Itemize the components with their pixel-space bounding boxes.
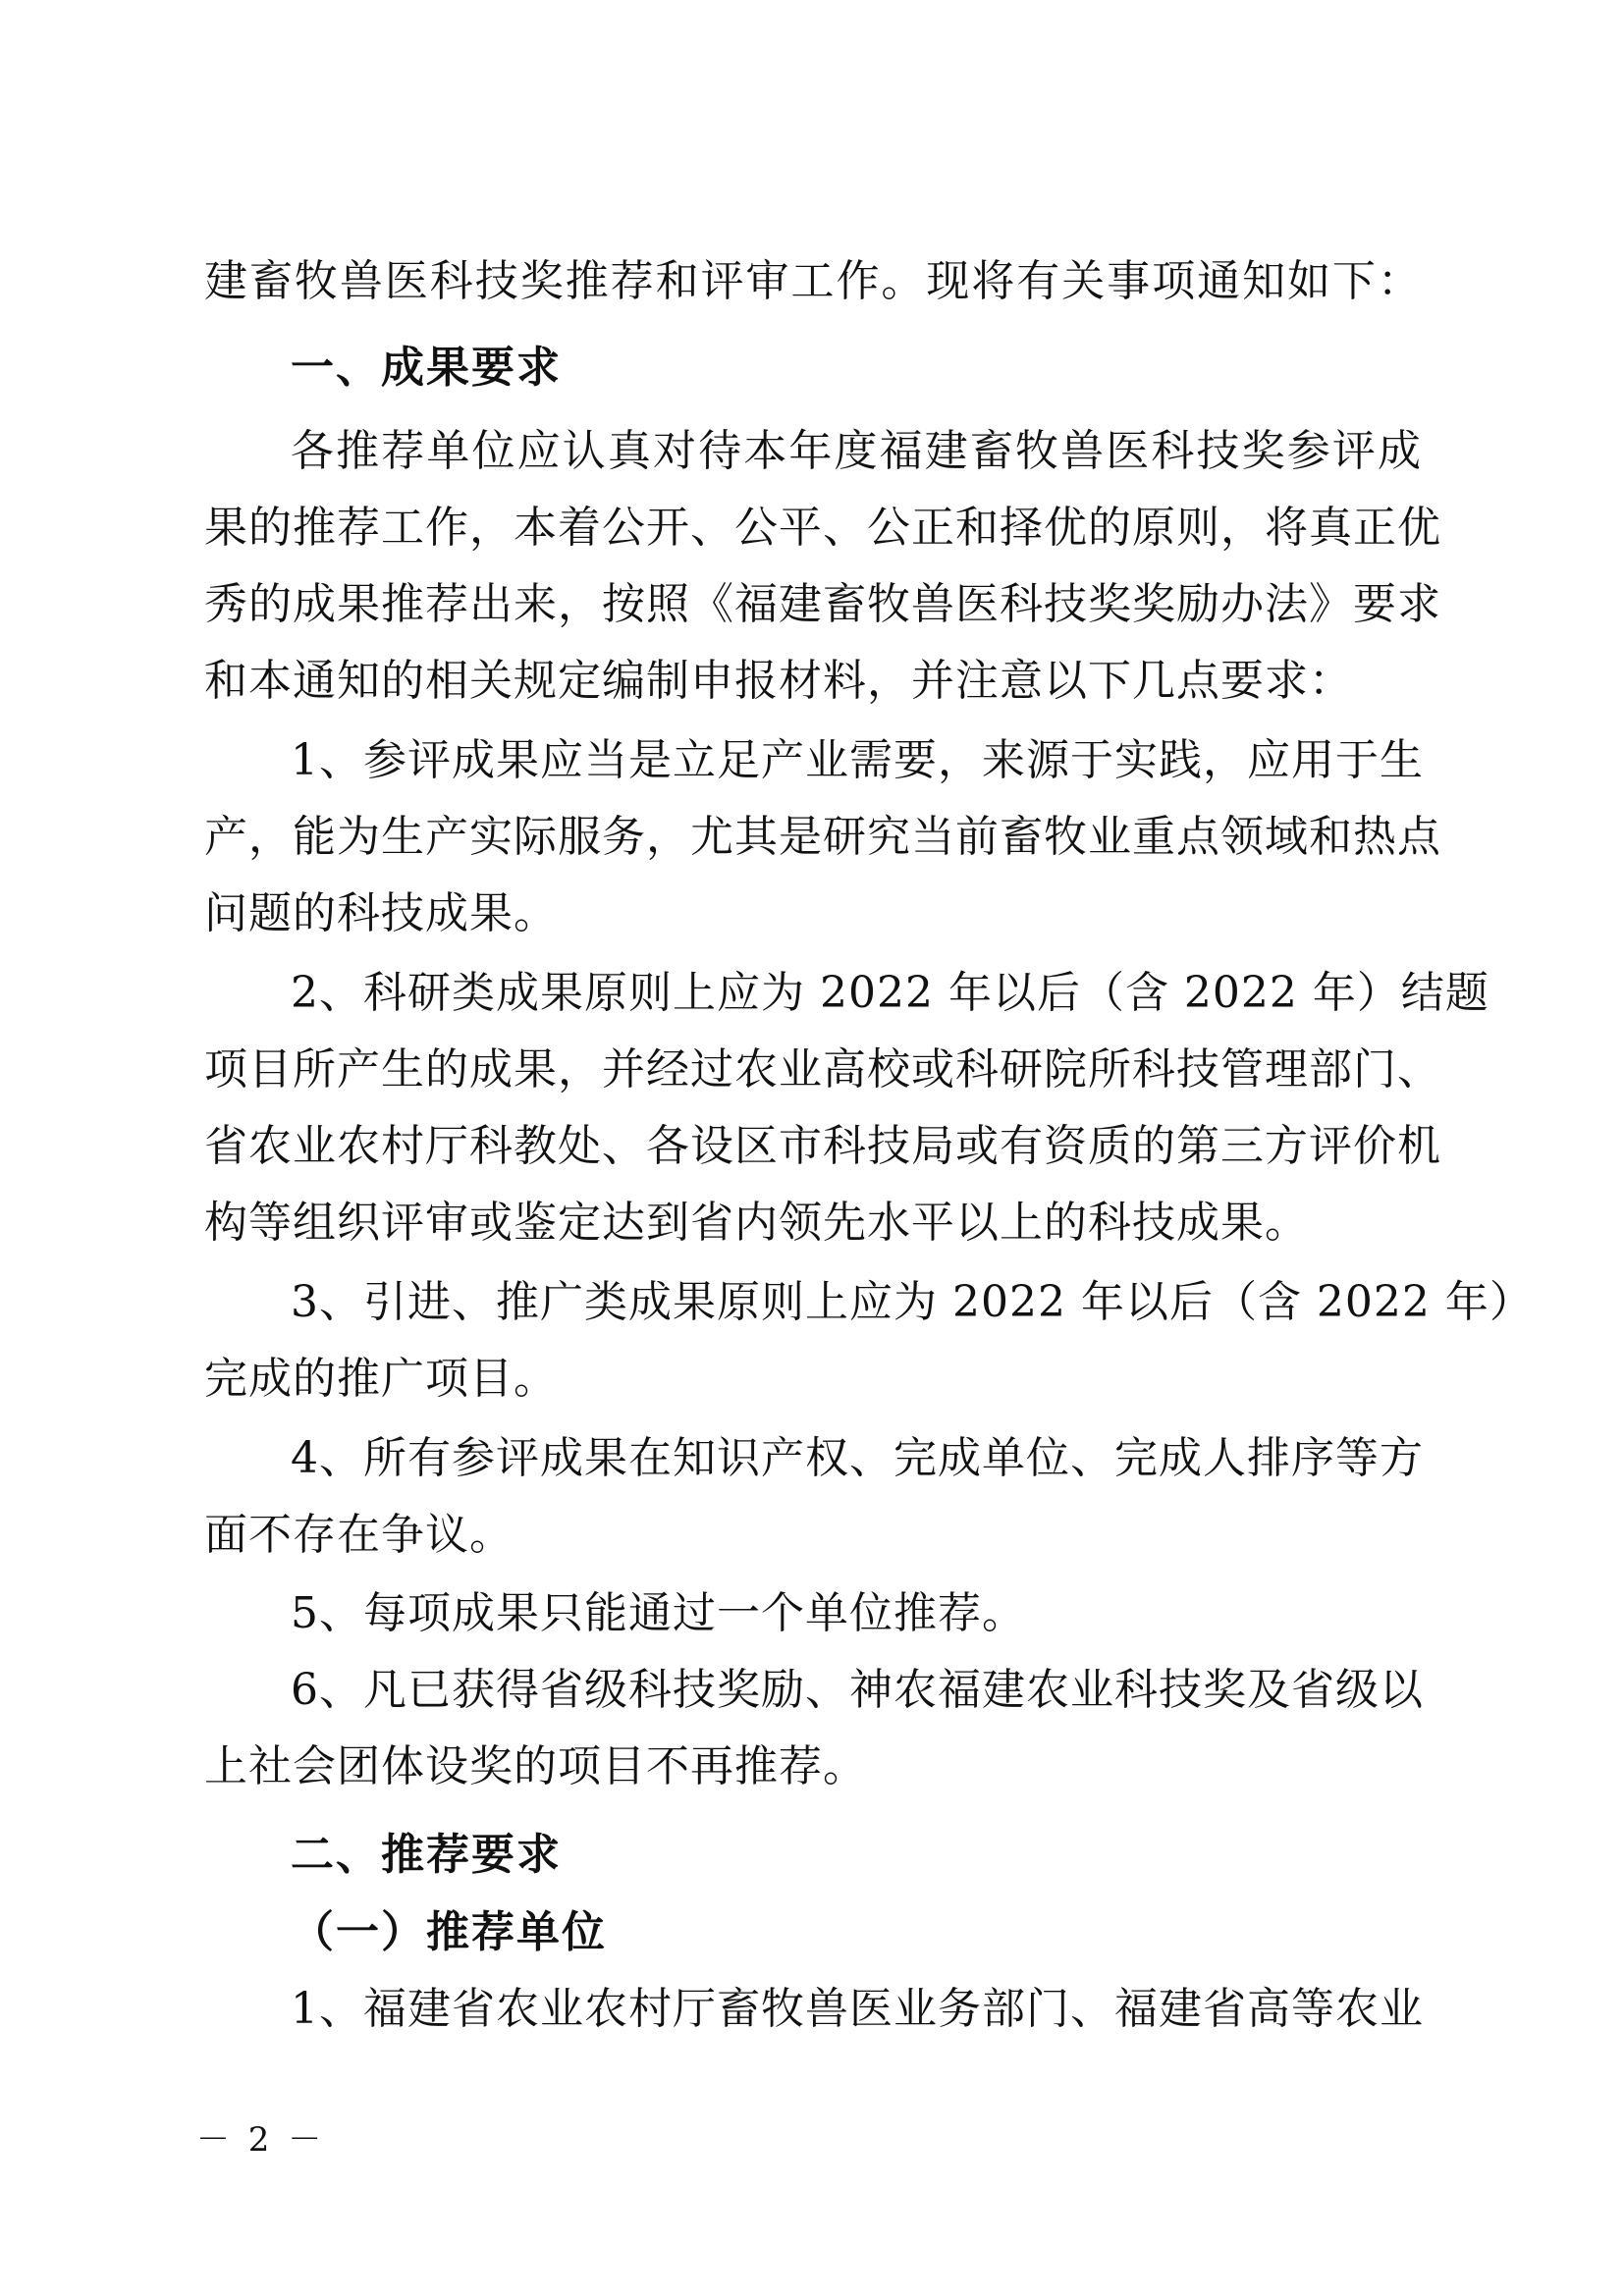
item1-line-3: 问题的科技成果。 [204,888,558,938]
item1-line-2: 产，能为生产实际服务，尤其是研究当前畜牧业重点领域和热点 [204,812,1441,862]
item2-line-2: 项目所产生的成果，并经过农业高校或科研院所科技管理部门、 [204,1044,1441,1095]
section1-paragraph-line-1: 各推荐单位应认真对待本年度福建畜牧兽医科技奖参评成 [291,426,1422,476]
section2-item1-line: 1、福建省农业农村厅畜牧兽医业务部门、福建省高等农业 [291,1984,1424,2034]
section1-paragraph-line-2: 果的推荐工作，本着公开、公平、公正和择优的原则，将真正优 [204,503,1441,553]
item2-line-1: 2、科研类成果原则上应为 2022 年以后（含 2022 年）结题 [291,968,1489,1018]
section2-subheading: （一）推荐单位 [291,1907,607,1957]
section1-paragraph-line-4: 和本通知的相关规定编制申报材料，并注意以下几点要求： [204,656,1353,706]
item4-line-1: 4、所有参评成果在知识产权、完成单位、完成人排序等方 [291,1433,1424,1483]
section1-paragraph-line-3: 秀的成果推荐出来，按照《福建畜牧兽医科技奖奖励办法》要求 [204,579,1441,629]
item3-line-1: 3、引进、推广类成果原则上应为 2022 年以后（含 2022 年） [291,1277,1534,1327]
item3-line-2: 完成的推广项目。 [204,1354,558,1404]
item6-line-2: 上社会团体设奖的项目不再推荐。 [204,1741,867,1791]
page-number: － 2 － [196,2120,326,2160]
item6-line-1: 6、凡已获得省级科技奖励、神农福建农业科技奖及省级以 [291,1665,1424,1715]
item4-line-2: 面不存在争议。 [204,1510,514,1560]
intro-line: 建畜牧兽医科技奖推荐和评审工作。现将有关事项通知如下： [204,256,1422,306]
item2-line-4: 构等组织评审或鉴定达到省内领先水平以上的科技成果。 [204,1198,1309,1248]
section1-heading: 一、成果要求 [291,343,562,393]
item5-line: 5、每项成果只能通过一个单位推荐。 [291,1588,1026,1638]
item2-line-3: 省农业农村厅科教处、各设区市科技局或有资质的第三方评价机 [204,1121,1441,1171]
section2-heading: 二、推荐要求 [291,1830,562,1880]
item1-line-1: 1、参评成果应当是立足产业需要，来源于实践，应用于生 [291,735,1424,785]
